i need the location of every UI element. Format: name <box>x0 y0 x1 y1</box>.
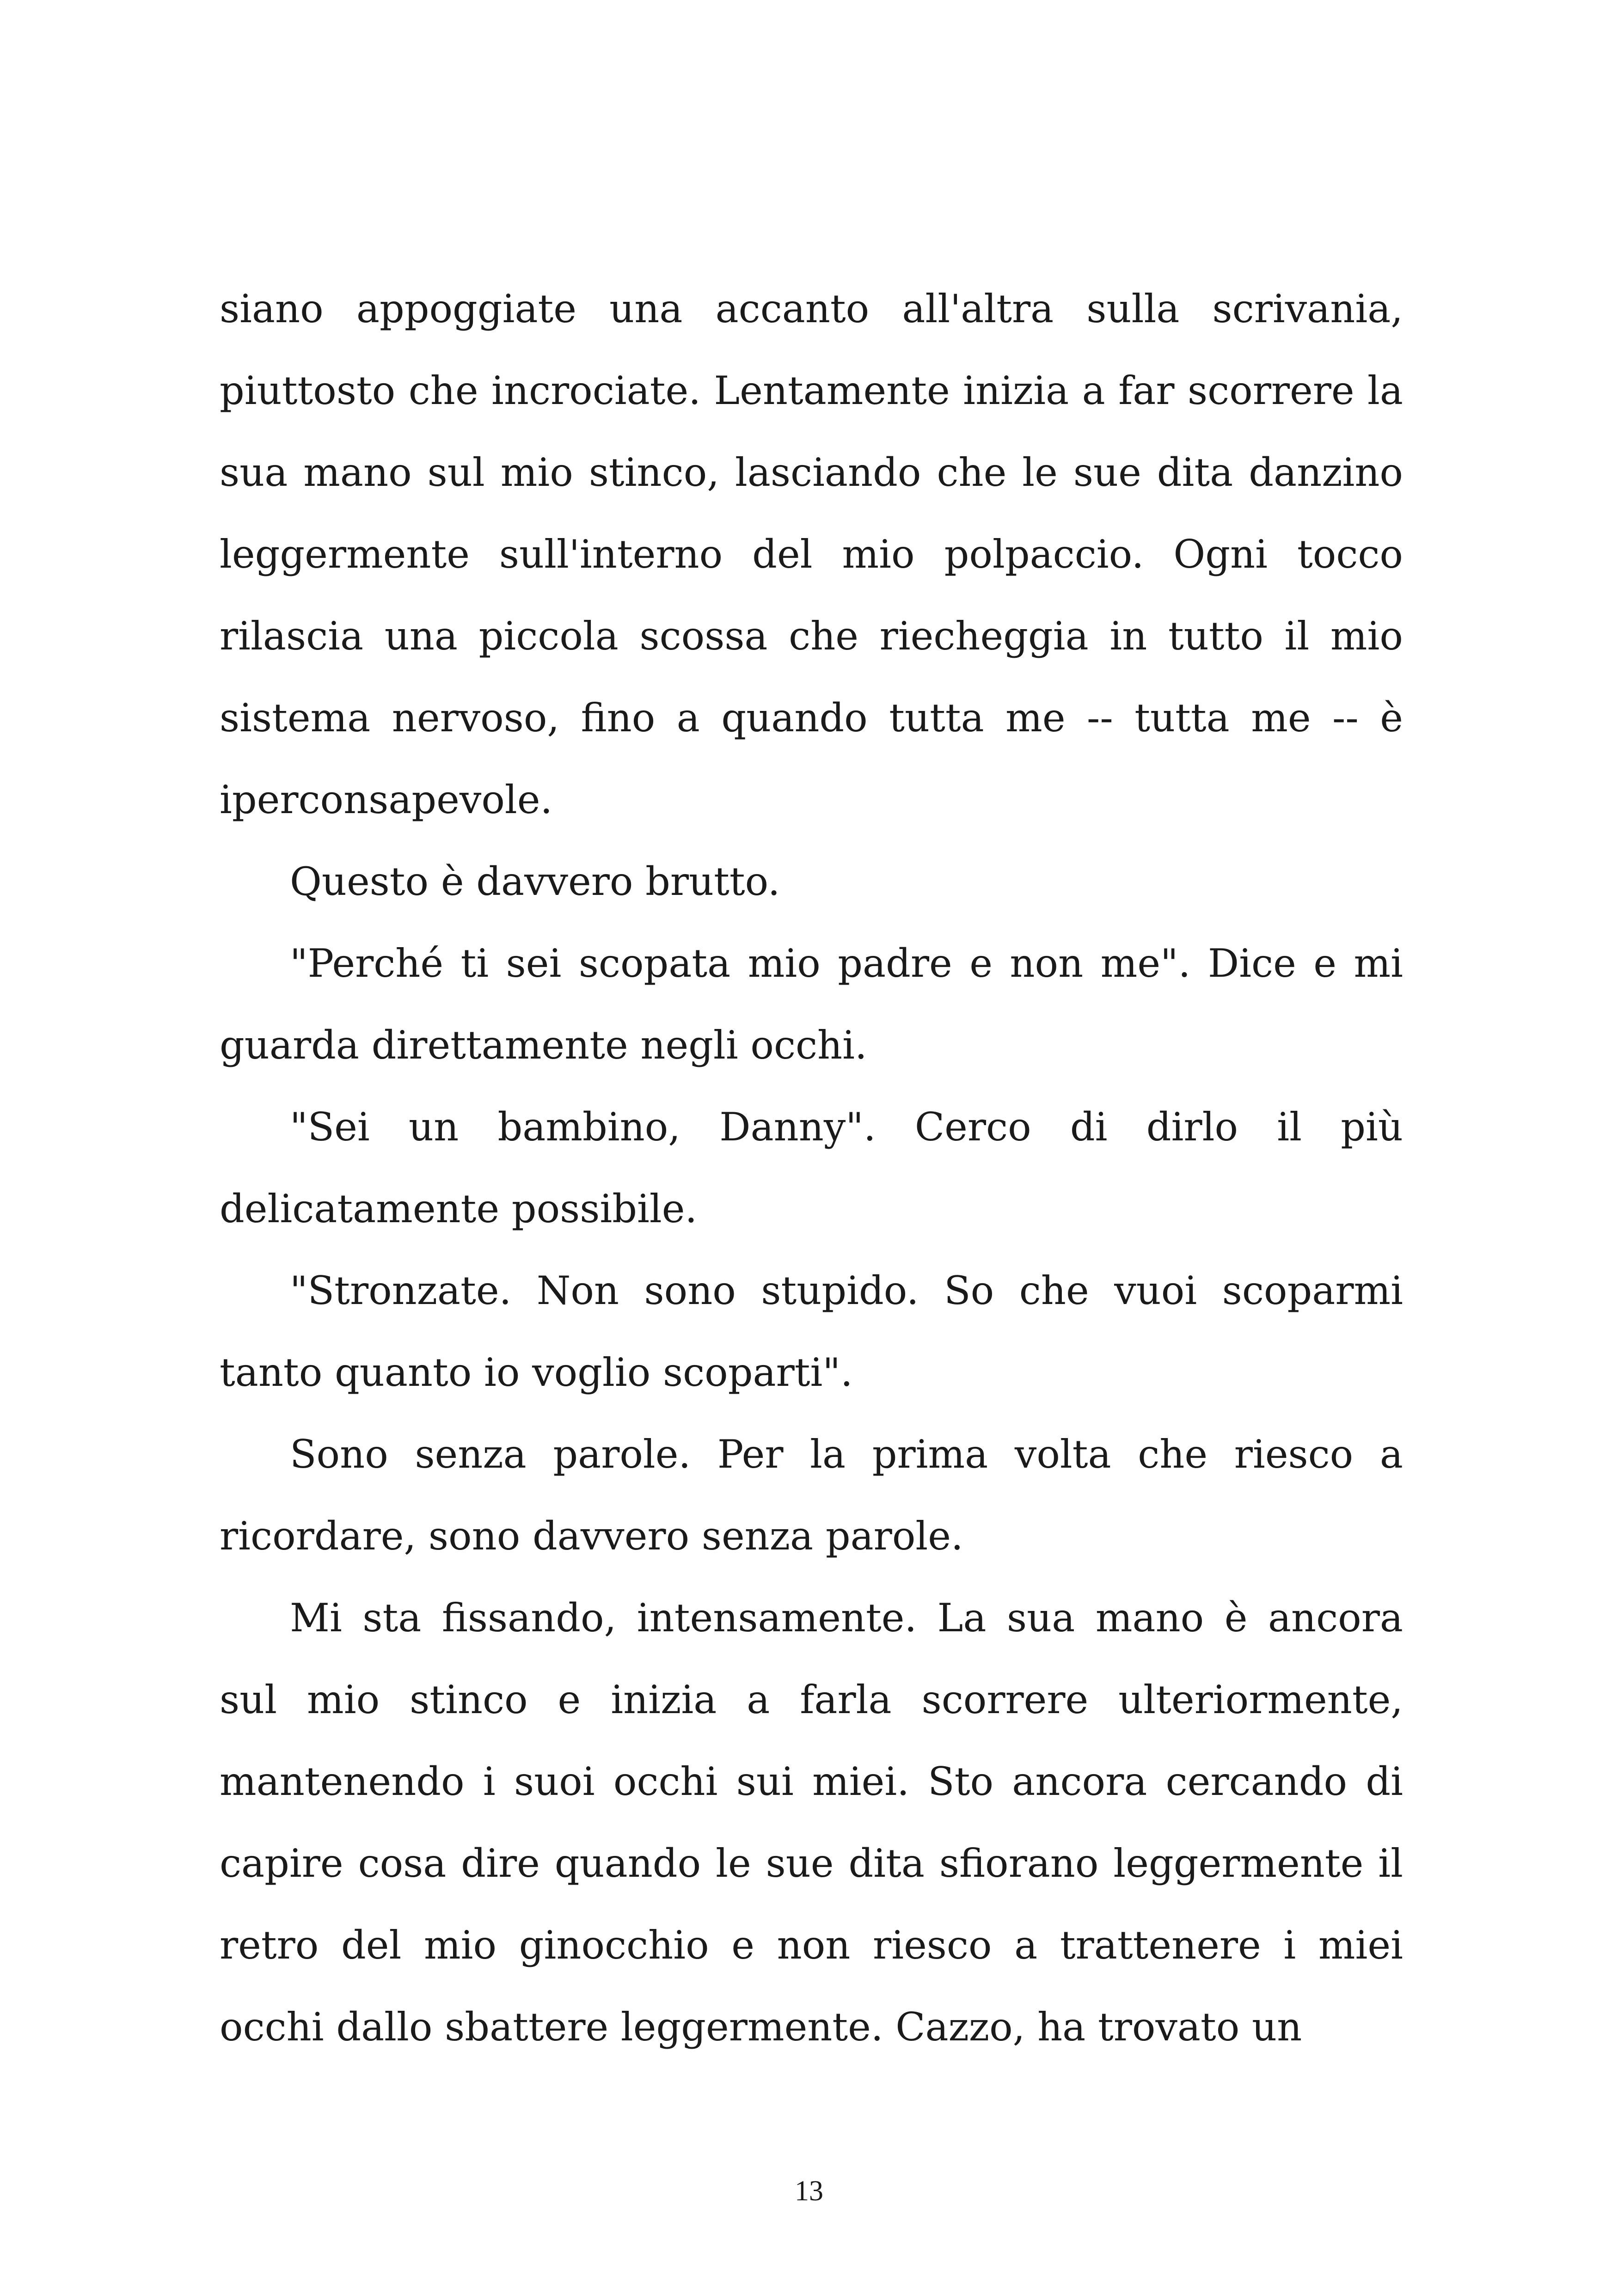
paragraph-3: "Perché ti sei scopata mio padre e non me". Dice e mi guarda direttamente negli occhi. <box>220 941 1403 1068</box>
body-text <box>220 268 1403 2068</box>
page-number: 13 <box>795 2175 823 2207</box>
paragraph-7: Mi sta fissando, intensamente. La sua mano è ancora sul mio stinco e inizia a farla scorrere ulteriormente, mantenendo i suoi occhi sui miei. Sto ancora cercando di capire cosa dire quando le sue dita sfiorano leggermente il retro del mio ginocchio e non riesco a trattenere i miei occhi dallo sbattere leggermente. Cazzo, ha trovato un <box>220 1595 1403 2050</box>
paragraph-5: "Stronzate. Non sono stupido. So che vuoi scoparmi tanto quanto io voglio scoparti". <box>220 1268 1403 1395</box>
paragraph-1: siano appoggiate una accanto all'altra sulla scrivania, piuttosto che incrociate. Lentamente inizia a far scorrere la sua mano sul mio stinco, lasciando che le sue dita danzino leggermente sull'interno del mio polpaccio. Ogni tocco rilascia una piccola scossa che riecheggia in tutto il mio sistema nervoso, fino a quando tutta me -- tutta me -- è iperconsapevole. <box>220 286 1403 822</box>
paragraph-4: "Sei un bambino, Danny". Cerco di dirlo il più delicatamente possibile. <box>220 1104 1403 1231</box>
paragraph-2: Questo è davvero brutto. <box>290 859 780 904</box>
paragraph-6: Sono senza parole. Per la prima volta che riesco a ricordare, sono davvero senza parole. <box>220 1432 1403 1559</box>
